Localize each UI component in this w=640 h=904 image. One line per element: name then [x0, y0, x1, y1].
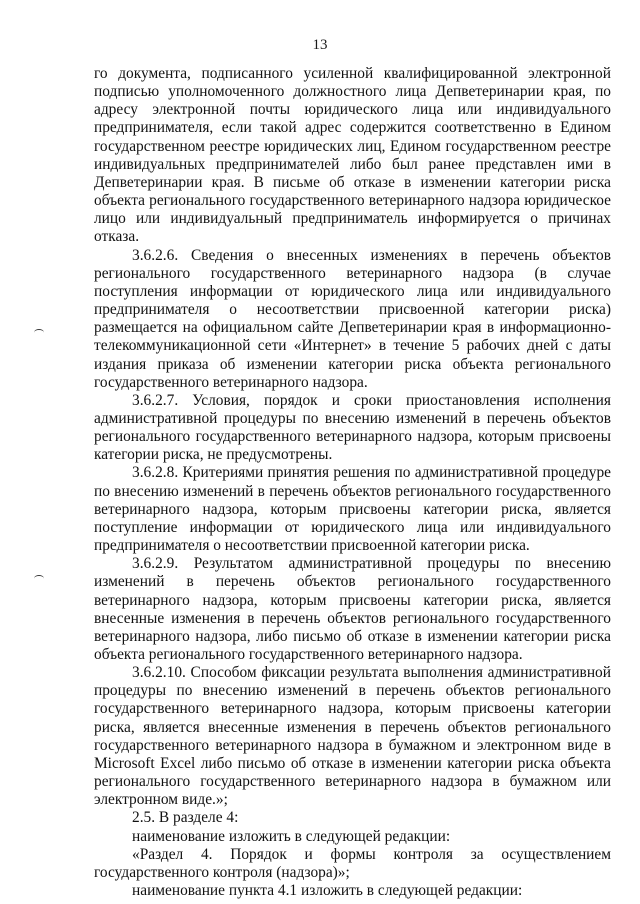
paragraph-section-4-title: «Раздел 4. Порядок и формы контроля за осуществлением государственного контроля (надзора)»; — [94, 845, 611, 881]
paragraph-3-6-2-7: 3.6.2.7. Условия, порядок и сроки приостановления исполнения административной процедуры по внесению изменений в перечень объектов регионального государственного ветеринарного надзора, которым присвоены категории риска, не предусмотрены. — [94, 391, 611, 464]
paragraph-name-instruction: наименование изложить в следующей редакции: — [132, 827, 451, 845]
paragraph-3-6-2-6: 3.6.2.6. Сведения о внесенных изменениях в перечень объектов регионального государственного ветеринарного надзора (в случае поступления информации от юридического лица или индивидуального предпринимателя о несоответствии присвоенной категории риска) размещается на официальном сайте Депветеринарии края в информационно-телекоммуникационной сети «Интернет» в течение 5 рабочих дней с даты издания приказа об изменении категории риска объекта регионального государственного ветеринарного надзора. — [94, 246, 611, 391]
binder-hole-mark — [34, 329, 44, 336]
binder-hole-mark — [34, 575, 44, 582]
paragraph-2-5: 2.5. В разделе 4: — [132, 809, 239, 827]
paragraph-3-6-2-9: 3.6.2.9. Результатом административной процедуры по внесению изменений в перечень объектов регионального государственного ветеринарного надзора, которым присвоены категории риска, является внесенные изменения в перечень объектов регионального государственного ветеринарного надзора, либо письмо об отказе в изменении категории риска объекта регионального государственного ветеринарного надзора. — [94, 555, 611, 663]
paragraph-3-6-2-8: 3.6.2.8. Критериями принятия решения по административной процедуре по внесению изменений в перечень объектов регионального государственного ветеринарного надзора, которым присвоены категории риска, является поступление информации от юридического лица или индивидуального предпринимателя о несоответствии присвоенной категории риска. — [94, 464, 611, 555]
paragraph-continuation: го документа, подписанного усиленной квалифицированной электронной подписью уполномоченного должностного лица Депветеринарии края, по адресу электронной почты юридического лица или индивидуального предпринимателя, если такой адрес содержится соответственно в Едином государственном реестре юридических лиц, Едином государственном реестре индивидуальных предпринимателей либо был ранее представлен ими в Депветеринарии края. В письме об отказе в изменении категории риска объекта регионального государственного ветеринарного надзора юридическое лицо или индивидуальный предприниматель информируется о причинах отказа. — [94, 65, 611, 246]
paragraph-3-6-2-10: 3.6.2.10. Способом фиксации результата выполнения административной процедуры по внесению изменений в перечень объектов регионального государственного ветеринарного надзора, которым присвоены категории риска, является внесенные изменения в перечень объектов регионального государственного ветеринарного надзора в бумажном и электронном виде в Microsoft Excel либо письмо об отказе в изменении категории риска объекта регионального государственного ветеринарного надзора в бумажном или электронном виде.»; — [94, 664, 611, 809]
paragraph-item-4-1-instruction: наименование пункта 4.1 изложить в следующей редакции: — [132, 882, 523, 900]
page-number: 13 — [312, 37, 328, 53]
document-body — [94, 65, 611, 900]
